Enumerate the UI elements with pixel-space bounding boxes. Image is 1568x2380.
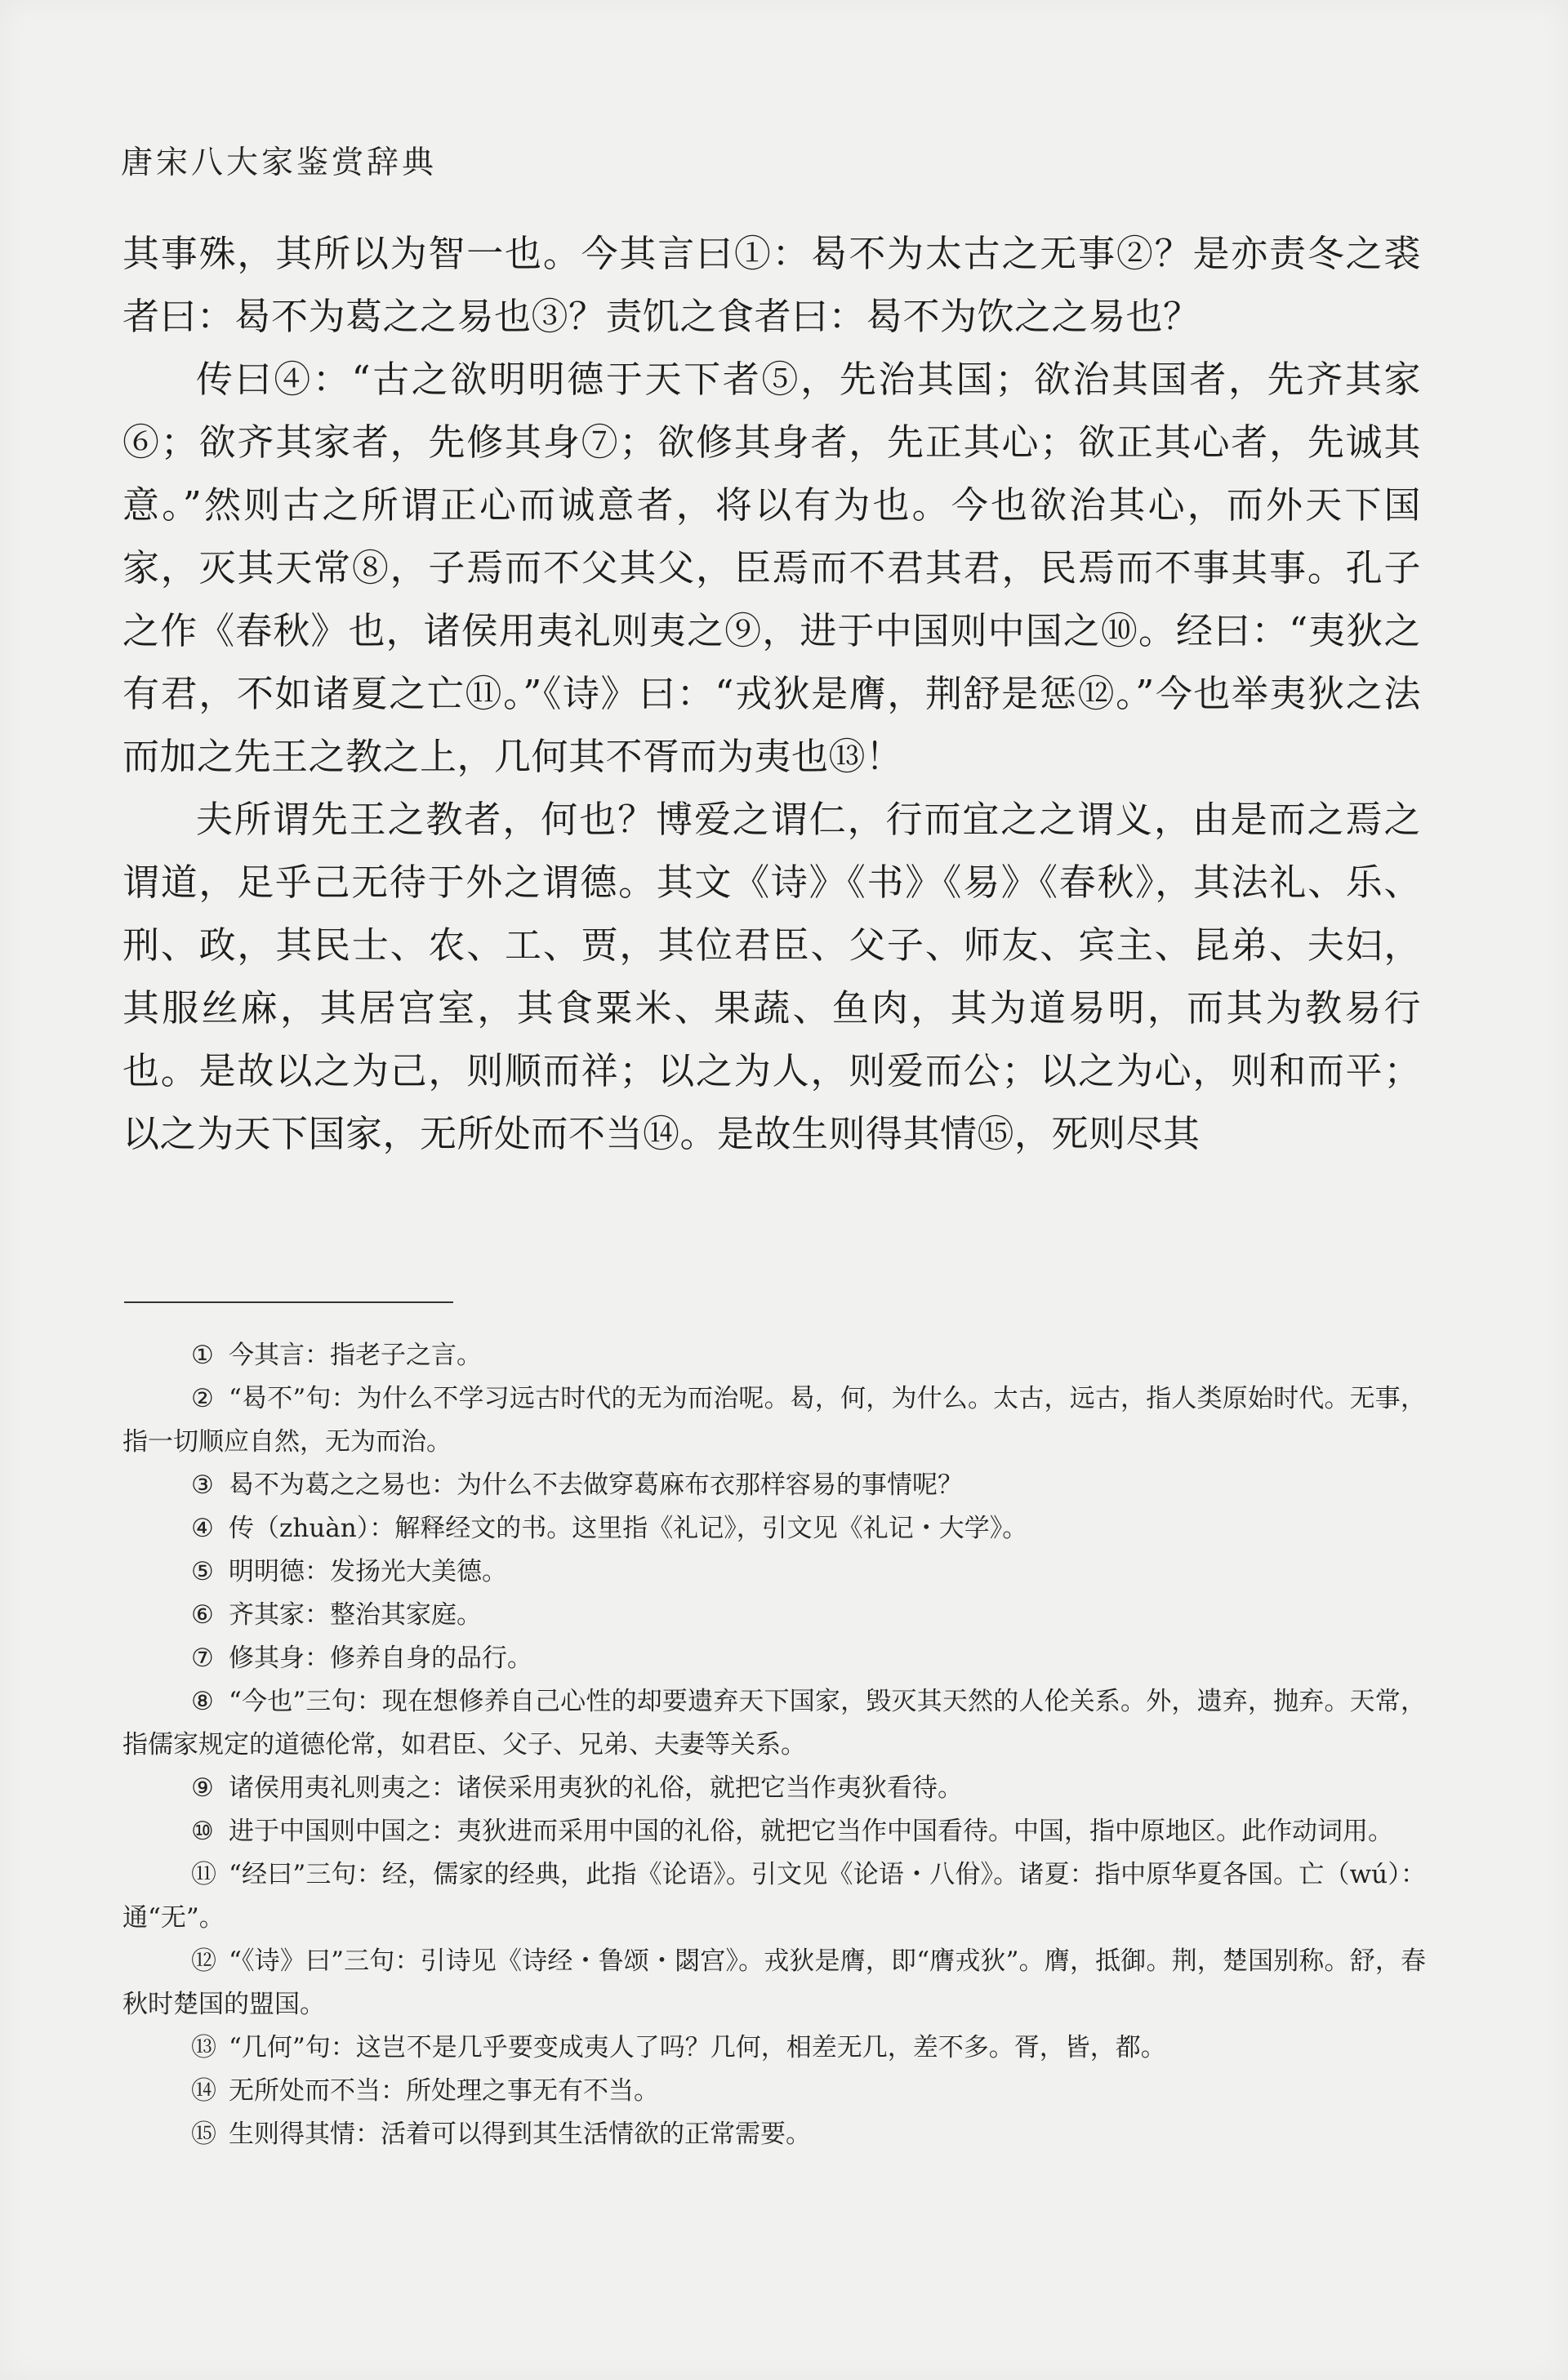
footnote: [122, 1767, 1426, 1810]
paragraph: 其事殊，其所以为智一也。今其言曰①：曷不为太古之无事②？是亦责冬之裘者曰：曷不为葛之之易也③？责饥之食者曰：曷不为饮之之易也？: [122, 232, 1421, 338]
footnote-text: 修其身：修养自身的品行。: [229, 1644, 532, 1673]
footnote: [122, 1464, 1426, 1507]
footnote: [122, 1594, 1426, 1637]
footnote: [122, 1334, 1426, 1377]
footnote-text: 明明德：发扬光大美德。: [229, 1557, 507, 1586]
footnote-text: 今其言：指老子之言。: [229, 1341, 482, 1370]
footnote-number: ⑦: [191, 1644, 214, 1673]
footnote-number: ⑩: [191, 1817, 214, 1846]
footnote-divider: [124, 1301, 453, 1303]
footnote: [122, 1940, 1426, 2026]
footnote-number: ⑥: [191, 1600, 214, 1630]
footnote-number: ⑧: [191, 1687, 214, 1716]
footnote: [122, 1550, 1426, 1594]
footnote: [122, 2113, 1426, 2156]
footnote-text: “经曰”三句：经，儒家的经典，此指《论语》。引文见《论语・八佾》。诸夏：指中原华夏各国。亡（wú）：通“无”。: [122, 1860, 1426, 1933]
running-header: 唐宋八大家鉴赏辞典: [121, 145, 438, 181]
footnote-text: 生则得其情：活着可以得到其生活情欲的正常需要。: [229, 2120, 811, 2149]
footnote-text: “几何”句：这岂不是几乎要变成夷人了吗？几何，相差无几，差不多。胥，皆，都。: [229, 2033, 1166, 2062]
paragraph: 传曰④：“古之欲明明德于天下者⑤，先治其国；欲治其国者，先齐其家⑥；欲齐其家者，先修其身⑦；欲修其身者，先正其心；欲正其心者，先诚其意。”然则古之所谓正心而诚意者，将以有为也。今也欲治其心，而外天下国家，灭其天常⑧，子焉而不父其父，臣焉而不君其君，民焉而不事其事。孔子之作《春秋》也，诸侯用夷礼则夷之⑨，进于中国则中国之⑩。经曰：“夷狄之有君，不如诸夏之亡⑪。”《诗》曰：“戎狄是膺，荆舒是惩⑫。”今也举夷狄之法而加之先王之教之上，几何其不胥而为夷也⑬！: [122, 358, 1421, 778]
footnote-text: 齐其家：整治其家庭。: [229, 1600, 482, 1630]
footnote-number: ⑪: [191, 1860, 216, 1889]
footnote-number: ⑤: [191, 1557, 214, 1586]
footnote-text: 无所处而不当：所处理之事无有不当。: [229, 2076, 659, 2106]
footnote: [122, 1810, 1426, 1853]
footnote-text: “《诗》曰”三句：引诗见《诗经・鲁颂・閟宫》。戎狄是膺，即“膺戎狄”。膺，抵御。荆，楚国别称。舒，春秋时楚国的盟国。: [122, 1946, 1426, 2019]
footnote-text: “曷不”句：为什么不学习远古时代的无为而治呢。曷，何，为什么。太古，远古，指人类原始时代。无事，指一切顺应自然，无为而治。: [122, 1384, 1426, 1457]
footnote-text: 传（zhuàn）：解释经文的书。这里指《礼记》，引文见《礼记・大学》。: [229, 1514, 1028, 1543]
footnote-text: 曷不为葛之之易也：为什么不去做穿葛麻布衣那样容易的事情呢？: [229, 1470, 963, 1500]
footnote-number: ⑨: [191, 1773, 214, 1803]
footnote-text: 诸侯用夷礼则夷之：诸侯采用夷狄的礼俗，就把它当作夷狄看待。: [229, 1773, 963, 1803]
footnote-number: ⑭: [191, 2076, 216, 2106]
main-text: [122, 222, 1421, 1165]
footnote: [122, 1507, 1426, 1550]
footnote: [122, 1853, 1426, 1940]
footnote-number: ②: [191, 1384, 214, 1413]
footnote-number: ⑮: [191, 2120, 216, 2149]
footnote-number: ⑫: [191, 1946, 216, 1976]
footnote-text: “今也”三句：现在想修养自己心性的却要遗弃天下国家，毁灭其天然的人伦关系。外，遗弃，抛弃。天常，指儒家规定的道德伦常，如君臣、父子、兄弟、夫妻等关系。: [122, 1687, 1426, 1759]
footnote: [122, 1637, 1426, 1680]
paragraph: 夫所谓先王之教者，何也？博爱之谓仁，行而宜之之谓义，由是而之焉之谓道，足乎己无待于外之谓德。其文《诗》《书》《易》《春秋》，其法礼、乐、刑、政，其民士、农、工、贾，其位君臣、父子、师友、宾主、昆弟、夫妇，其服丝麻，其居宫室，其食粟米、果蔬、鱼肉，其为道易明，而其为教易行也。是故以之为己，则顺而祥；以之为人，则爱而公；以之为心，则和而平；以之为天下国家，无所处而不当⑭。是故生则得其情⑮，死则尽其: [122, 798, 1421, 1155]
footnote: [122, 1680, 1426, 1767]
footnotes: [122, 1334, 1426, 2156]
footnote: [122, 2026, 1426, 2070]
footnote: [122, 2070, 1426, 2113]
footnote-text: 进于中国则中国之：夷狄进而采用中国的礼俗，就把它当作中国看待。中国，指中原地区。此作动词用。: [229, 1817, 1393, 1846]
footnote-number: ④: [191, 1514, 214, 1543]
footnote-number: ③: [191, 1470, 214, 1500]
footnote-number: ①: [191, 1341, 214, 1370]
footnote: [122, 1377, 1426, 1464]
footnote-number: ⑬: [191, 2033, 216, 2062]
